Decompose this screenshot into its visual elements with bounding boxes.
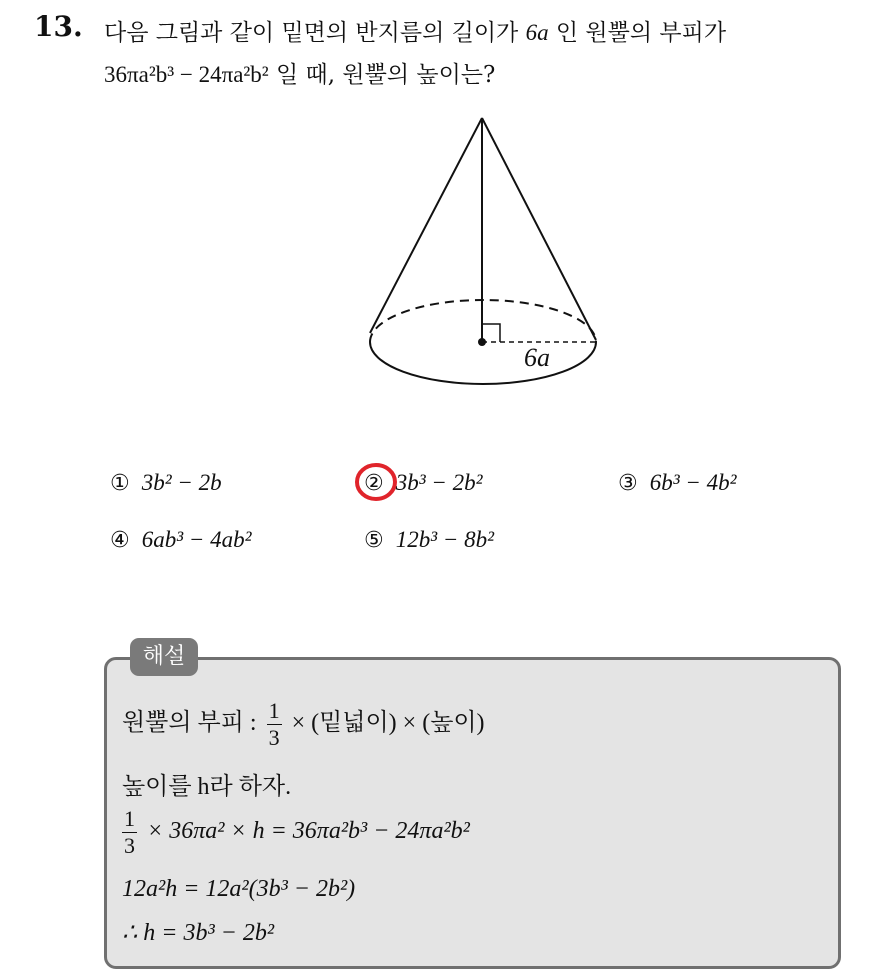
choice-5[interactable]: ⑤ 12b³ − 8b² — [364, 527, 495, 553]
center-dot — [478, 338, 486, 346]
fraction-one-third-2: $\frac{1}{3}$ — [124, 806, 135, 858]
choice-2[interactable]: ② 3b³ − 2b² — [364, 470, 483, 496]
choice-1[interactable]: ① 3b² − 2b — [110, 470, 222, 496]
question-text-b: 인 원뿔의 부피가 — [555, 20, 727, 46]
radius-var: 6a — [525, 20, 549, 45]
choice-3[interactable]: ③ 6b³ − 4b² — [618, 470, 737, 496]
question-number: 13. — [34, 10, 83, 43]
cone-right-slant — [482, 118, 596, 340]
solution-line-5: ∴ h = 3b³ − 2b² — [122, 920, 275, 946]
volume-expression: 36πa²b³ − 24πa²b² — [104, 62, 269, 87]
base-front-solid — [370, 342, 596, 384]
solution-line-2: 높이를 h라 하자. — [122, 774, 292, 800]
solution-line-1: 원뿔의 부피 : $\frac{1}{3}$ × (밑넓이) × (높이) — [122, 698, 485, 750]
question-text-c: 일 때, 원뿔의 높이는? — [276, 62, 496, 88]
choice-4[interactable]: ④ 6ab³ − 4ab² — [110, 527, 252, 553]
radius-label: 6a — [524, 343, 550, 372]
solution-line-3: $\frac{1}{3}$ × 36πa² × h = 36πa²b³ − 24πa²b² — [124, 806, 470, 858]
solution-tag: 해설 — [130, 638, 198, 676]
fraction-one-third: $\frac{1}{3}$ — [268, 698, 280, 750]
solution-line-4: 12a²h = 12a²(3b³ − 2b²) — [122, 876, 356, 902]
question-text-a: 다음 그림과 같이 밑면의 반지름의 길이가 — [104, 20, 519, 46]
